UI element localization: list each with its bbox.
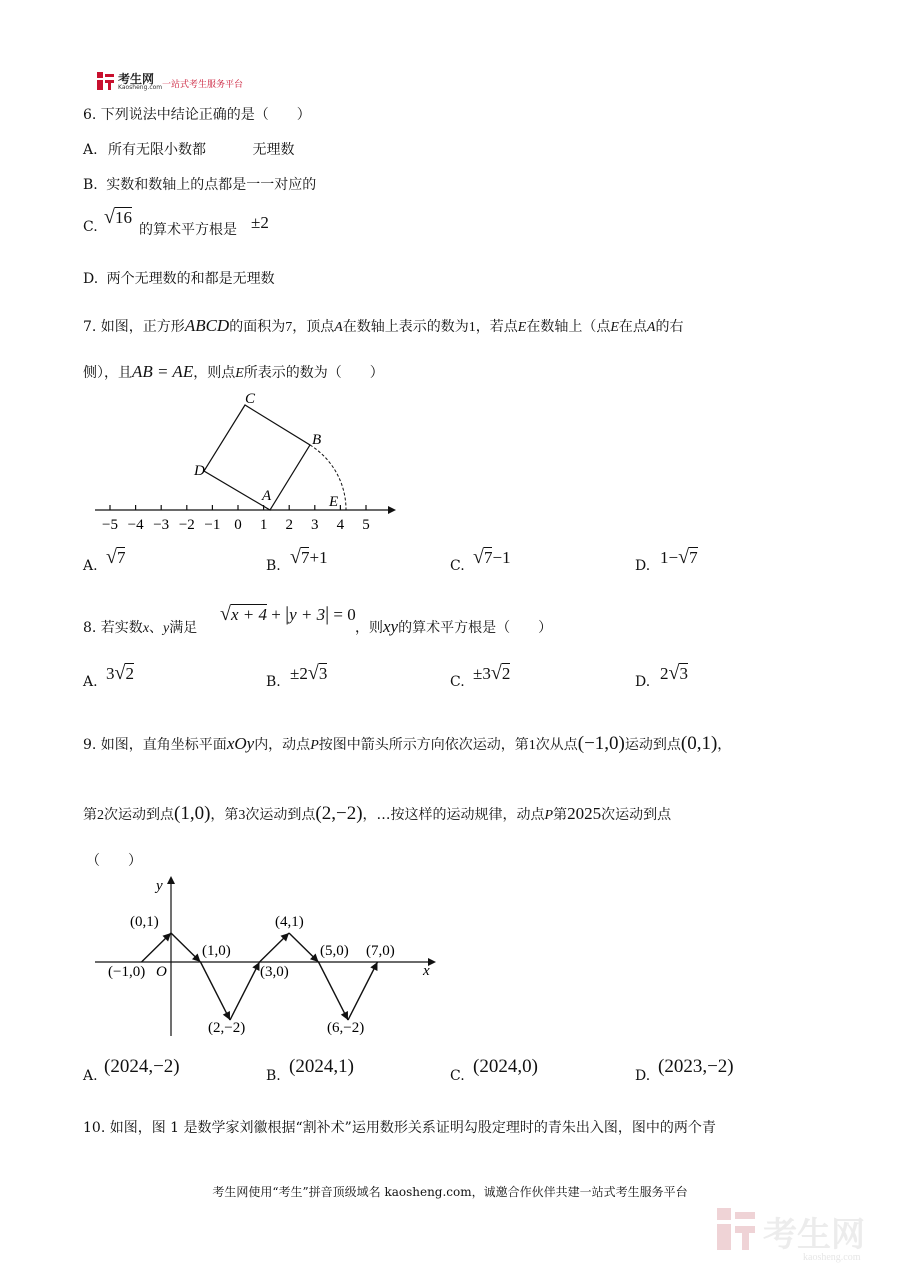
label-p6m2: (6,−2) [327, 1020, 365, 1036]
axis-tick-label: −3 [153, 517, 170, 533]
square-abcd [204, 405, 310, 510]
q10-stem: 10. 如图，图 1 是数学家刘徽根据“割补术”运用数形关系证明勾股定理时的青朱出入图，图中的两个青 [83, 1120, 716, 1136]
q7-c-label: C. [450, 558, 465, 574]
q9-d-label: D. [635, 1068, 651, 1084]
label-e: E [329, 494, 339, 510]
q8-stem-part2: ，则xy的算术平方根是（ ） [355, 617, 553, 636]
q6-a-text-1: 所有无限小数都 [108, 142, 207, 158]
q7-c-value: √7−1 [473, 546, 511, 568]
path-segment [201, 962, 231, 1020]
axis-tick-label: −2 [178, 517, 195, 533]
q7-a-value: √7 [106, 546, 126, 568]
q7-figure [90, 388, 400, 538]
kaosheng-watermark-icon [713, 1202, 893, 1264]
q6-c-label: C. [83, 219, 98, 235]
q6-option-d [83, 268, 275, 288]
label-p01: (0,1) [130, 914, 159, 930]
q7-stem-line2: 侧），且AB = AE，则点E所表示的数为（ ） [83, 362, 384, 381]
label-pm10: (−1,0) [108, 964, 146, 980]
q9-a-label: A. [83, 1068, 98, 1084]
q8-equation: √x + 4 + |y + 3| = 0 [220, 603, 356, 625]
q7-b-label: B. [266, 558, 281, 574]
q6-c-sqrt: √16 [104, 206, 132, 228]
label-p10: (1,0) [202, 943, 231, 959]
q6-option-a [83, 139, 294, 159]
axis-tick-label: 0 [234, 517, 242, 533]
logo-domain: Kaosheng.com [118, 84, 163, 91]
q6-b-label: B. [83, 177, 98, 193]
q8-d-label: D. [635, 674, 651, 690]
q8-stem-part1: 8. 若实数x、y满足 [83, 620, 198, 636]
q8-c-value: ±3√2 [473, 662, 511, 684]
axis-tick-label: 3 [311, 517, 319, 533]
q8-b-label: B. [266, 674, 281, 690]
q6-a-text-2: 无理数 [252, 142, 295, 158]
axis-tick-label: −5 [102, 517, 118, 533]
q9-stem-line1: 9. 如图，直角坐标平面xOy内，动点P按图中箭头所示方向依次运动，第1次从点(−1,0)运动到点(0,1)， [83, 733, 732, 754]
label-p30: (3,0) [260, 964, 289, 980]
q6-d-label: D. [83, 271, 99, 287]
q6-stem: 6. 下列说法中结论正确的是（ ） [83, 107, 311, 123]
axis-tick-label: −4 [127, 517, 144, 533]
q6-c-value: ±2 [251, 213, 269, 232]
y-axis-label: y [156, 878, 163, 894]
q8-a-value: 3√2 [106, 662, 134, 684]
path-segment [230, 962, 260, 1020]
q9-a-value: (2024,−2) [104, 1056, 180, 1077]
label-p41: (4,1) [275, 914, 304, 930]
axis-tick-label: 2 [285, 517, 293, 533]
label-p50: (5,0) [320, 943, 349, 959]
x-axis-label: x [423, 963, 430, 979]
y-axis-arrow-icon [167, 876, 175, 884]
axis-arrow-icon [388, 506, 396, 514]
q7-stem-line1: 7. 如图，正方形ABCD的面积为7，顶点A在数轴上表示的数为1，若点E在数轴上（点E在点A的右 [83, 316, 684, 335]
q6-option-b [83, 174, 316, 194]
q6-d-text: 两个无理数的和都是无理数 [106, 271, 275, 287]
label-b: B [312, 432, 322, 448]
page-footer: 考生网使用“考生”拼音顶级域名 kaosheng.com，诚邀合作伙伴共建一站式考生服务平台 [212, 1185, 688, 1199]
axis-tick-label: 5 [362, 517, 370, 533]
path-segment [348, 962, 378, 1020]
arc-b-to-e [310, 445, 346, 510]
origin-label: O [156, 964, 167, 980]
q8-a-label: A. [83, 674, 98, 690]
watermark-domain: kaosheng.com [803, 1252, 861, 1263]
q6-b-text: 实数和数轴上的点都是一一对应的 [106, 177, 317, 193]
axis-tick-label: 1 [259, 517, 268, 533]
label-a: A [262, 488, 272, 504]
label-c: C [245, 391, 256, 407]
label-p2m2: (2,−2) [208, 1020, 246, 1036]
q9-figure [90, 872, 450, 1044]
q8-d-value: 2√3 [660, 662, 688, 684]
watermark-name: 考生网 [763, 1217, 865, 1254]
axis-tick-label: −1 [204, 517, 221, 533]
header-slogan: 一站式考生服务平台 [162, 80, 244, 90]
path-segment [319, 962, 349, 1020]
q9-d-value: (2023,−2) [658, 1056, 734, 1077]
kaosheng-logo-icon [96, 71, 116, 91]
label-p70: (7,0) [366, 943, 395, 959]
q7-d-label: D. [635, 558, 651, 574]
q7-b-value: √7+1 [290, 546, 328, 568]
q9-stem-line3: （ ） [86, 853, 142, 869]
axis-tick-label: 4 [336, 517, 345, 533]
q9-c-label: C. [450, 1068, 465, 1084]
q8-b-value: ±2√3 [290, 662, 328, 684]
q9-c-value: (2024,0) [473, 1056, 538, 1077]
q7-a-label: A. [83, 558, 98, 574]
logo-name: 考生网 [118, 72, 155, 86]
q6-c-text: 的算术平方根是 [139, 222, 237, 238]
label-d: D [194, 463, 205, 479]
q9-stem-line2: 第2次运动到点(1,0)，第3次运动到点(2,−2)，…按这样的运动规律，动点P第2025次运动到点 [83, 803, 672, 824]
q9-b-label: B. [266, 1068, 281, 1084]
q9-b-value: (2024,1) [289, 1056, 354, 1077]
q7-d-value: 1−√7 [660, 546, 698, 568]
q8-c-label: C. [450, 674, 465, 690]
q6-a-label: A. [83, 142, 98, 158]
